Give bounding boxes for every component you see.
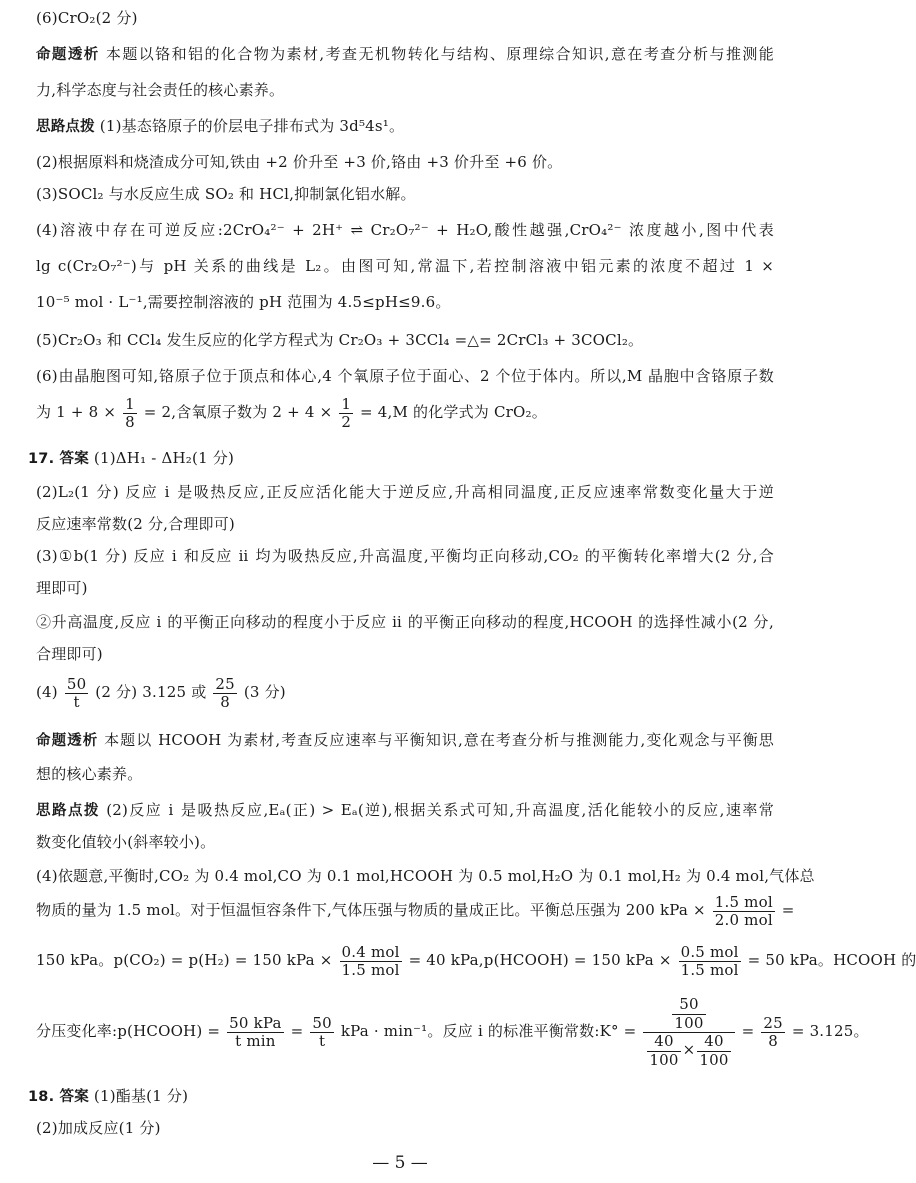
fraction-numerator: 50 [66, 675, 87, 693]
fraction [227, 1015, 284, 1049]
q17-answer-1: (1)ΔH₁ - ΔH₂(1 分) [93, 449, 235, 467]
fraction [123, 396, 137, 430]
text-segment: 物质的量为 1.5 mol。对于恒温恒容条件下,气体压强与物质的量成正比。平衡总压强为 200 kPa × [36, 901, 706, 919]
q17-hint-paragraph [36, 800, 774, 822]
q18-answer-2: (2)加成反应(1 分) [36, 1119, 161, 1137]
q17-hint-cont: 数变化值较小(斜率较小)。 [36, 833, 216, 851]
fraction-numerator: 1.5 mol [714, 893, 773, 911]
fraction-denominator: t [318, 1031, 326, 1050]
q18-answer-line [28, 1086, 188, 1108]
fraction-denominator: 2.0 mol [714, 910, 773, 929]
text-segment: 150 kPa。p(CO₂) = p(H₂) = 150 kPa × [36, 951, 333, 969]
fraction-numerator: 1 [125, 395, 135, 413]
fraction-denominator: 1.5 mol [680, 960, 739, 979]
q17-answer-2-line2: 反应速率常数(2 分,合理即可) [36, 515, 235, 533]
q17-analysis-paragraph [36, 730, 774, 752]
q17-answer-3b-line2: 合理即可) [36, 645, 103, 663]
fraction-numerator: 25 [763, 1014, 783, 1032]
text-segment: = 40 kPa,p(HCOOH) = 150 kPa × [408, 951, 672, 969]
fraction-denominator: 1.5 mol [341, 960, 400, 979]
explanation-2: (2)根据原料和烧渣成分可知,铁由 +2 价升至 +3 价,铬由 +3 价升至 +6 价。 [36, 153, 563, 171]
q17-analysis-cont: 想的核心素养。 [36, 765, 143, 783]
q17-h4-line4 [36, 996, 869, 1068]
analysis-paragraph [36, 44, 774, 66]
text-segment: 为 1 + 8 × [36, 403, 117, 421]
q17-answer-4 [36, 676, 286, 710]
fraction [697, 1033, 730, 1068]
fraction [713, 894, 775, 928]
q17-answer-3b-line1: ②升高温度,反应 ⅰ 的平衡正向移动的程度小于反应 ⅱ 的平衡正向移动的程度,HCOOH 的选择性减小(2 分, [36, 613, 774, 631]
text-segment: = 4,M 的化学式为 CrO₂。 [360, 403, 547, 421]
fraction-denominator: t [73, 692, 80, 711]
q17-h4-line3 [36, 944, 916, 978]
analysis-tag: 命题透析 [36, 47, 100, 63]
compound-numerator [643, 996, 734, 1033]
analysis-text-cont: 力,科学态度与社会责任的核心素养。 [36, 81, 285, 99]
fraction [310, 1015, 334, 1049]
fraction-denominator: t min [235, 1031, 276, 1050]
q17-h4-line2 [36, 894, 795, 928]
explanation-4-line2: lg c(Cr₂O₇²⁻)与 pH 关系的曲线是 L₂。由图可知,常温下,若控制溶液中铝元素的浓度不超过 1 × [36, 257, 774, 275]
explanation-3: (3)SOCl₂ 与水反应生成 SO₂ 和 HCl,抑制氯化铝水解。 [36, 185, 416, 203]
text-segment: kPa · min⁻¹。反应 ⅰ 的标准平衡常数:K° = [340, 1022, 637, 1040]
q18-answer-1: (1)酯基(1 分) [93, 1087, 189, 1105]
q17-h4-line1: (4)依题意,平衡时,CO₂ 为 0.4 mol,CO 为 0.1 mol,HCOOH 为 0.5 mol,H₂O 为 0.1 mol,H₂ 为 0.4 mol,气体总 [36, 867, 815, 885]
explanation-5: (5)Cr₂O₃ 和 CCl₄ 发生反应的化学方程式为 Cr₂O₃ + 3CCl₄ =△= 2CrCl₃ + 3COCl₂。 [36, 331, 644, 349]
q17-answer-2-line1: (2)L₂(1 分) 反应 ⅰ 是吸热反应,正反应活化能大于逆反应,升高相同温度,正反应速率常数变化量大于逆 [36, 483, 774, 501]
fraction-denominator: 100 [674, 1013, 704, 1032]
fraction [761, 1015, 785, 1049]
fraction-numerator: 40 [697, 1033, 730, 1052]
hint-tag: 思路点拨 [36, 803, 100, 819]
text-segment: = 2,含氧原子数为 2 + 4 × [143, 403, 333, 421]
text-segment: = 50 kPa。HCOOH 的 [747, 951, 916, 969]
fraction-numerator: 50 [312, 1014, 332, 1032]
hint-text: (2)反应 ⅰ 是吸热反应,Eₐ(正) > Eₐ(逆),根据关系式可知,升高温度,活化能较小的反应,速率常 [106, 801, 774, 819]
explanation-6-line2 [36, 396, 547, 430]
hint-text: (1)基态铬原子的价层电子排布式为 3d⁵4s¹。 [99, 117, 405, 135]
analysis-text: 本题以铬和铝的化合物为素材,考查无机物转化与结构、原理综合知识,意在考查分析与推测能 [105, 45, 774, 63]
hint-tag: 思路点拨 [36, 119, 95, 135]
analysis-text: 本题以 HCOOH 为素材,考查反应速率与平衡知识,意在考查分析与推测能力,变化观念与平衡思 [104, 731, 774, 749]
fraction [65, 676, 89, 710]
q17-answer-tag: 17. 答案 [28, 451, 89, 467]
fraction [679, 944, 741, 978]
fraction-numerator: 0.5 mol [680, 943, 739, 961]
fraction-numerator: 0.4 mol [341, 943, 400, 961]
fraction-denominator: 8 [125, 412, 135, 431]
fraction-numerator: 25 [215, 675, 235, 693]
fraction-numerator: 50 [672, 996, 705, 1015]
text-segment: = [290, 1022, 304, 1040]
text-segment: (4) [36, 683, 58, 701]
fraction-denominator: 100 [649, 1050, 679, 1069]
q17-answer-3-line2: 理即可) [36, 579, 88, 597]
fraction-numerator: 50 kPa [229, 1014, 282, 1032]
fraction [213, 676, 237, 710]
text-segment: 分压变化率:p(HCOOH) = [36, 1022, 221, 1040]
text-segment: = [781, 901, 795, 919]
q17-answer-line [28, 448, 234, 470]
text-segment: = [741, 1022, 755, 1040]
fraction-denominator: 100 [699, 1050, 729, 1069]
compound-denominator [643, 1033, 734, 1068]
analysis-tag: 命题透析 [36, 733, 99, 749]
fraction-denominator: 8 [768, 1031, 778, 1050]
compound-fraction [643, 996, 734, 1068]
text-segment: × [682, 1040, 696, 1059]
fraction-denominator: 2 [341, 412, 352, 431]
explanation-4-line1: (4)溶液中存在可逆反应:2CrO₄²⁻ + 2H⁺ ⇌ Cr₂O₇²⁻ + H₂O,酸性越强,CrO₄²⁻ 浓度越小,图中代表 [36, 221, 774, 239]
page-number: — 5 — [372, 1153, 428, 1173]
answer-6-line: (6)CrO₂(2 分) [36, 9, 138, 27]
hint-paragraph [36, 116, 404, 138]
fraction [647, 1033, 680, 1068]
text-segment: = 3.125。 [791, 1022, 869, 1040]
fraction [672, 996, 705, 1031]
text-segment: (3 分) [243, 683, 286, 701]
q17-answer-3-line1: (3)①b(1 分) 反应 ⅰ 和反应 ⅱ 均为吸热反应,升高温度,平衡均正向移动,CO₂ 的平衡转化率增大(2 分,合 [36, 547, 774, 565]
fraction-denominator: 8 [220, 692, 230, 711]
fraction [339, 396, 353, 430]
explanation-4-line3: 10⁻⁵ mol · L⁻¹,需要控制溶液的 pH 范围为 4.5≤pH≤9.6。 [36, 293, 451, 311]
fraction-numerator: 1 [341, 395, 352, 413]
fraction [340, 944, 402, 978]
fraction-numerator: 40 [647, 1033, 680, 1052]
q18-answer-tag: 18. 答案 [28, 1089, 89, 1105]
explanation-6-line1: (6)由晶胞图可知,铬原子位于顶点和体心,4 个氧原子位于面心、2 个位于体内。所以,M 晶胞中含铬原子数 [36, 367, 774, 385]
text-segment: (2 分) 3.125 或 [95, 683, 207, 701]
